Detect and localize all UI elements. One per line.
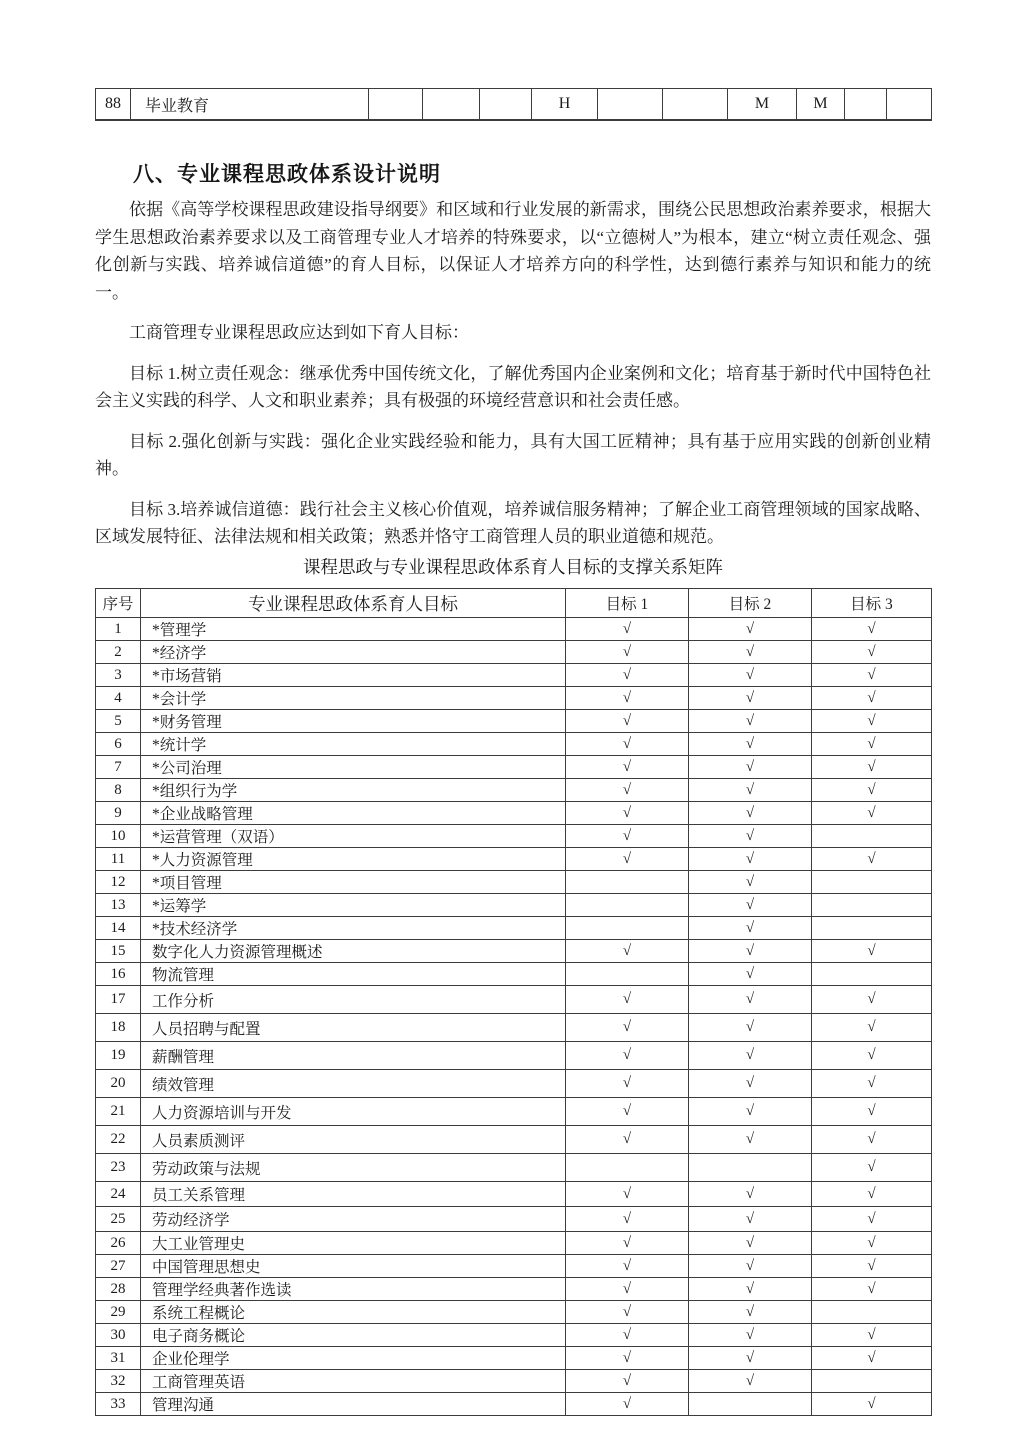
matrix-row [96,1324,932,1347]
matrix-row [96,1042,932,1070]
check-mark-cell: √ [566,664,689,687]
check-mark-cell: √ [689,1126,812,1154]
check-mark-cell: √ [812,1154,932,1182]
empty-goal-cell [812,1370,932,1393]
check-mark-cell: √ [689,641,812,664]
seq-cell: 1 [96,618,141,641]
seq-cell: 17 [96,986,141,1014]
course-name-cell: 系统工程概论 [141,1301,566,1324]
seq-cell: 5 [96,710,141,733]
check-mark-cell: √ [689,825,812,848]
check-mark-cell: √ [566,1347,689,1370]
course-name-cell: 电子商务概论 [141,1324,566,1347]
seq-cell: 3 [96,664,141,687]
check-mark-cell: √ [812,1098,932,1126]
empty-goal-cell [689,1154,812,1182]
check-mark-cell: √ [566,1232,689,1255]
check-mark-cell: √ [566,641,689,664]
matrix-row [96,1098,932,1126]
col-header-goal-1: 目标 1 [566,589,689,618]
paragraph-goal-1: 目标 1.树立责任观念：继承优秀中国传统文化，了解优秀国内企业案例和文化；培育基于新时代中国特色社会主义实践的科学、人文和职业素养；具有极强的环境经营意识和社会责任感。 [95,363,931,410]
seq-cell: 31 [96,1347,141,1370]
course-name-cell: *市场营销 [141,664,566,687]
check-mark-cell: √ [566,848,689,871]
seq-cell: 22 [96,1126,141,1154]
paragraph-goal-2: 目标 2.强化创新与实践：强化企业实践经验和能力，具有大国工匠精神；具有基于应用实践的创新创业精神。 [95,431,931,478]
matrix-row [96,894,932,917]
matrix-row [96,779,932,802]
col-header-seq: 序号 [96,589,141,618]
check-mark-cell: √ [566,986,689,1014]
seq-cell: 30 [96,1324,141,1347]
course-name-cell: 绩效管理 [141,1070,566,1098]
check-mark-cell: √ [689,779,812,802]
course-name-cell: *管理学 [141,618,566,641]
check-mark-cell: √ [812,687,932,710]
check-mark-cell: √ [689,1255,812,1278]
matrix-row [96,1255,932,1278]
check-mark-cell: √ [566,1301,689,1324]
matrix-row [96,710,932,733]
row-number-cell: 88 [96,89,131,121]
check-mark-cell: √ [689,871,812,894]
empty-cell [663,89,728,121]
seq-cell: 19 [96,1042,141,1070]
prev-page-table-fragment [95,88,932,121]
body-text-block [95,196,931,551]
course-name-cell: *财务管理 [141,710,566,733]
check-mark-cell: √ [812,1255,932,1278]
course-name-cell: *企业战略管理 [141,802,566,825]
course-name-cell: 员工关系管理 [141,1182,566,1207]
course-name-cell: *人力资源管理 [141,848,566,871]
matrix-header-row [96,589,932,618]
seq-cell: 7 [96,756,141,779]
check-mark-cell: √ [566,802,689,825]
check-mark-cell: √ [566,1207,689,1232]
course-name-cell: 大工业管理史 [141,1232,566,1255]
section-heading: 八、专业课程思政体系设计说明 [133,163,441,186]
matrix-row [96,848,932,871]
empty-goal-cell [566,1154,689,1182]
check-mark-cell: √ [689,1370,812,1393]
course-name-cell: *公司治理 [141,756,566,779]
check-mark-cell: √ [566,1370,689,1393]
course-name-cell: 管理学经典著作选读 [141,1278,566,1301]
course-name-cell: 企业伦理学 [141,1347,566,1370]
check-mark-cell: √ [566,940,689,963]
empty-goal-cell [566,917,689,940]
paragraph-intro: 依据《高等学校课程思政建设指导纲要》和区域和行业发展的新需求，围绕公民思想政治素养要求，根据大学生思想政治素养要求以及工商管理专业人才培养的特殊要求，以“立德树人”为根本，建立“树立责任观念、强化创新与实践、培养诚信道德”的育人目标，以保证人才培养方向的科学性，达到德行素养与知识和能力的统一。 [95,200,931,302]
seq-cell: 8 [96,779,141,802]
course-name-cell: 劳动政策与法规 [141,1154,566,1182]
course-name-cell: *组织行为学 [141,779,566,802]
matrix-row [96,963,932,986]
check-mark-cell: √ [689,940,812,963]
seq-cell: 26 [96,1232,141,1255]
check-mark-cell: √ [689,1347,812,1370]
matrix-row [96,940,932,963]
empty-goal-cell [566,871,689,894]
check-mark-cell: √ [812,1070,932,1098]
seq-cell: 6 [96,733,141,756]
seq-cell: 24 [96,1182,141,1207]
course-name-cell: *运营管理（双语） [141,825,566,848]
empty-cell [369,89,423,121]
col-header-goal-2: 目标 2 [689,589,812,618]
check-mark-cell: √ [812,756,932,779]
matrix-row [96,664,932,687]
empty-goal-cell [812,825,932,848]
check-mark-cell: √ [812,618,932,641]
course-name-cell: 劳动经济学 [141,1207,566,1232]
empty-goal-cell [812,894,932,917]
check-mark-cell: √ [689,1042,812,1070]
course-name-cell: 人员素质测评 [141,1126,566,1154]
empty-cell [887,89,932,121]
paragraph-goal-3: 目标 3.培养诚信道德：践行社会主义核心价值观，培养诚信服务精神；了解企业工商管理领域的国家战略、区域发展特征、法律法规和相关政策；熟悉并恪守工商管理人员的职业道德和规范。 [95,499,931,546]
matrix-row [96,1070,932,1098]
seq-cell: 11 [96,848,141,871]
paragraph-goals-lead: 工商管理专业课程思政应达到如下育人目标： [129,323,469,342]
check-mark-cell: √ [566,1393,689,1416]
matrix-row [96,1232,932,1255]
course-name-cell: 人力资源培训与开发 [141,1098,566,1126]
check-mark-cell: √ [566,1014,689,1042]
check-mark-cell: √ [566,825,689,848]
check-mark-cell: √ [689,963,812,986]
matrix-row [96,1370,932,1393]
check-mark-cell: √ [689,733,812,756]
course-name-cell: 毕业教育 [131,89,369,121]
course-name-cell: 工作分析 [141,986,566,1014]
course-name-cell: 物流管理 [141,963,566,986]
check-mark-cell: √ [812,1393,932,1416]
check-mark-cell: √ [689,710,812,733]
course-name-cell: *统计学 [141,733,566,756]
course-name-cell: 工商管理英语 [141,1370,566,1393]
course-name-cell: 人员招聘与配置 [141,1014,566,1042]
check-mark-cell: √ [689,802,812,825]
check-mark-cell: √ [689,687,812,710]
matrix-row [96,1278,932,1301]
matrix-row [96,1393,932,1416]
matrix-row [96,802,932,825]
check-mark-cell: √ [689,1278,812,1301]
course-name-cell: 中国管理思想史 [141,1255,566,1278]
empty-goal-cell [812,871,932,894]
check-mark-cell: √ [812,1014,932,1042]
matrix-row [96,1207,932,1232]
check-mark-cell: √ [812,664,932,687]
grade-cell: H [532,89,598,121]
seq-cell: 12 [96,871,141,894]
check-mark-cell: √ [566,687,689,710]
seq-cell: 4 [96,687,141,710]
matrix-row [96,1154,932,1182]
matrix-row [96,618,932,641]
check-mark-cell: √ [812,802,932,825]
check-mark-cell: √ [812,1042,932,1070]
check-mark-cell: √ [566,618,689,641]
table-row [96,89,932,121]
check-mark-cell: √ [566,1324,689,1347]
check-mark-cell: √ [812,1126,932,1154]
seq-cell: 10 [96,825,141,848]
matrix-row [96,1014,932,1042]
col-header-course: 专业课程思政体系育人目标 [141,589,566,618]
matrix-row [96,1347,932,1370]
check-mark-cell: √ [812,1232,932,1255]
check-mark-cell: √ [566,710,689,733]
support-matrix-table [95,588,932,1416]
seq-cell: 32 [96,1370,141,1393]
seq-cell: 28 [96,1278,141,1301]
check-mark-cell: √ [689,756,812,779]
matrix-row [96,733,932,756]
matrix-row [96,1182,932,1207]
course-name-cell: *项目管理 [141,871,566,894]
check-mark-cell: √ [812,710,932,733]
check-mark-cell: √ [812,1182,932,1207]
empty-goal-cell [812,1301,932,1324]
check-mark-cell: √ [566,1098,689,1126]
matrix-row [96,1301,932,1324]
matrix-row [96,687,932,710]
check-mark-cell: √ [689,1301,812,1324]
matrix-row [96,986,932,1014]
course-name-cell: *运筹学 [141,894,566,917]
check-mark-cell: √ [689,986,812,1014]
seq-cell: 29 [96,1301,141,1324]
check-mark-cell: √ [689,1014,812,1042]
course-name-cell: 数字化人力资源管理概述 [141,940,566,963]
matrix-row [96,871,932,894]
seq-cell: 25 [96,1207,141,1232]
seq-cell: 20 [96,1070,141,1098]
matrix-row [96,825,932,848]
check-mark-cell: √ [812,1207,932,1232]
empty-goal-cell [689,1393,812,1416]
check-mark-cell: √ [689,1070,812,1098]
empty-goal-cell [566,963,689,986]
check-mark-cell: √ [689,664,812,687]
check-mark-cell: √ [689,1207,812,1232]
matrix-row [96,756,932,779]
course-name-cell: *会计学 [141,687,566,710]
check-mark-cell: √ [812,986,932,1014]
check-mark-cell: √ [812,1278,932,1301]
check-mark-cell: √ [689,618,812,641]
check-mark-cell: √ [689,1098,812,1126]
check-mark-cell: √ [566,733,689,756]
seq-cell: 9 [96,802,141,825]
empty-goal-cell [566,894,689,917]
course-name-cell: *技术经济学 [141,917,566,940]
check-mark-cell: √ [689,1182,812,1207]
empty-goal-cell [812,917,932,940]
matrix-row [96,1126,932,1154]
empty-cell [845,89,887,121]
course-name-cell: 管理沟通 [141,1393,566,1416]
matrix-row [96,641,932,664]
col-header-goal-3: 目标 3 [812,589,932,618]
empty-cell [480,89,532,121]
check-mark-cell: √ [566,1278,689,1301]
check-mark-cell: √ [689,1324,812,1347]
seq-cell: 2 [96,641,141,664]
empty-goal-cell [812,963,932,986]
seq-cell: 14 [96,917,141,940]
check-mark-cell: √ [812,779,932,802]
check-mark-cell: √ [812,1324,932,1347]
empty-cell [423,89,480,121]
seq-cell: 15 [96,940,141,963]
check-mark-cell: √ [689,894,812,917]
matrix-row [96,917,932,940]
check-mark-cell: √ [566,1255,689,1278]
check-mark-cell: √ [812,1347,932,1370]
grade-cell: M [728,89,797,121]
seq-cell: 33 [96,1393,141,1416]
check-mark-cell: √ [566,1182,689,1207]
check-mark-cell: √ [812,848,932,871]
check-mark-cell: √ [812,733,932,756]
seq-cell: 13 [96,894,141,917]
check-mark-cell: √ [689,917,812,940]
check-mark-cell: √ [689,1232,812,1255]
grade-cell: M [797,89,845,121]
matrix-title: 课程思政与专业课程思政体系育人目标的支撑关系矩阵 [303,557,723,577]
check-mark-cell: √ [812,940,932,963]
seq-cell: 16 [96,963,141,986]
check-mark-cell: √ [689,848,812,871]
seq-cell: 21 [96,1098,141,1126]
seq-cell: 18 [96,1014,141,1042]
check-mark-cell: √ [566,1070,689,1098]
check-mark-cell: √ [566,756,689,779]
seq-cell: 27 [96,1255,141,1278]
check-mark-cell: √ [812,641,932,664]
course-name-cell: *经济学 [141,641,566,664]
check-mark-cell: √ [566,1042,689,1070]
empty-cell [598,89,663,121]
seq-cell: 23 [96,1154,141,1182]
check-mark-cell: √ [566,779,689,802]
check-mark-cell: √ [566,1126,689,1154]
course-name-cell: 薪酬管理 [141,1042,566,1070]
